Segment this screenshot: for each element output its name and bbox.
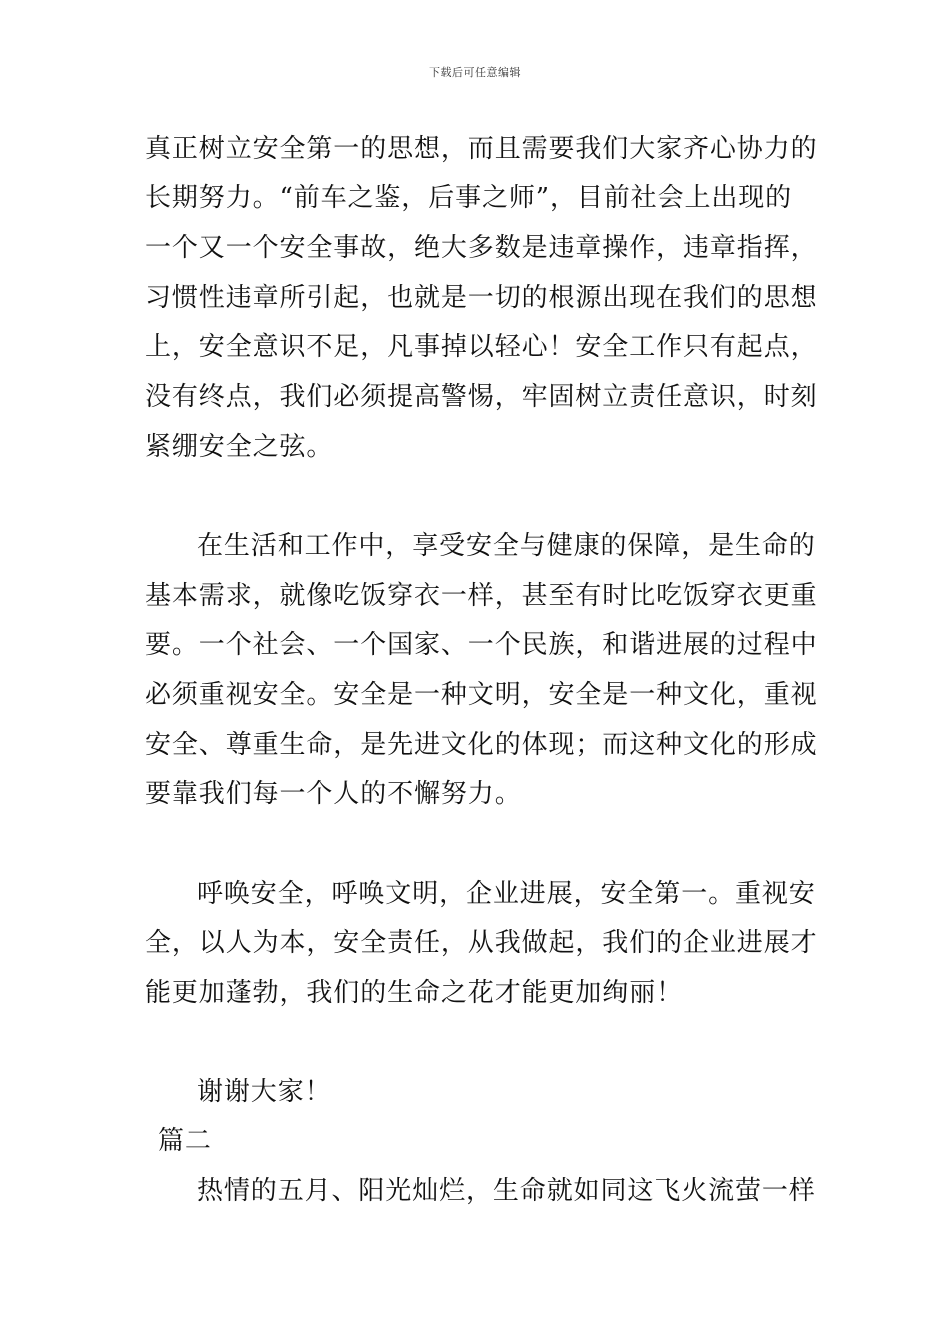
text-line: 要。一个社会、一个国家、一个民族，和谐进展的过程中 [145, 630, 818, 660]
text-line: 真正树立安全第一的思想，而且需要我们大家齐心协力的 [145, 134, 818, 164]
thanks-line: 谢谢大家！ [197, 1077, 332, 1107]
text-line: 长期努力。“前车之鉴，后事之师”，目前社会上出现的 [145, 183, 793, 213]
text-line: 要靠我们每一个人的不懈努力。 [145, 779, 522, 809]
text-line: 一个又一个安全事故，绝大多数是违章操作，违章指挥， [145, 233, 818, 263]
text-line: 全，以人为本，安全责任，从我做起，我们的企业进展才 [145, 928, 818, 958]
text-line: 热情的五月、阳光灿烂，生命就如同这飞火流萤一样 [197, 1176, 816, 1206]
text-line: 安全、尊重生命，是先进文化的体现；而这种文化的形成 [145, 730, 818, 760]
text-line: 上，安全意识不足，凡事掉以轻心！安全工作只有起点， [145, 332, 818, 362]
text-line: 能更加蓬勃，我们的生命之花才能更加绚丽！ [145, 978, 684, 1008]
text-line: 必须重视安全。安全是一种文明，安全是一种文化，重视 [145, 680, 818, 710]
section-title: 篇二 [158, 1126, 212, 1156]
text-line: 呼唤安全，呼唤文明，企业进展，安全第一。重视安 [197, 879, 816, 909]
page-header: 下载后可任意编辑 [429, 66, 521, 79]
text-line: 基本需求，就像吃饭穿衣一样，甚至有时比吃饭穿衣更重 [145, 581, 818, 611]
text-line: 习惯性违章所引起，也就是一切的根源出现在我们的思想 [145, 283, 818, 313]
text-line: 紧绷安全之弦。 [145, 432, 334, 462]
text-line: 没有终点，我们必须提高警惕，牢固树立责任意识，时刻 [145, 382, 818, 412]
text-line: 在生活和工作中，享受安全与健康的保障，是生命的 [197, 531, 816, 561]
